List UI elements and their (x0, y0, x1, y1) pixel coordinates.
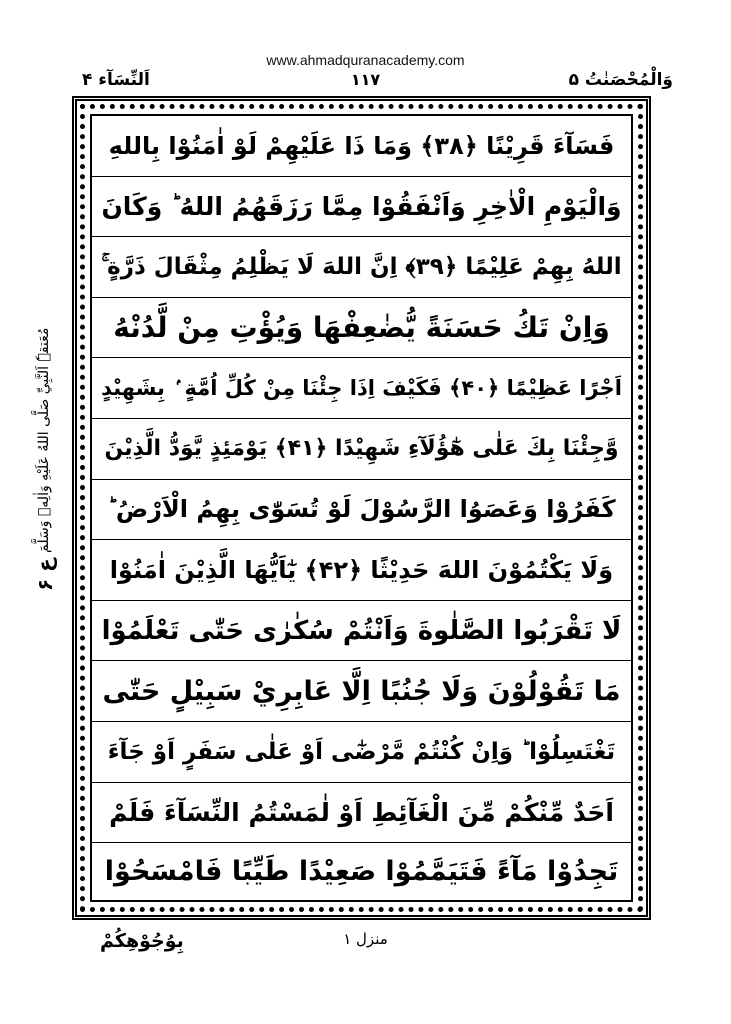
verse-line-3: اللهُ بِهِمْ عَلِيْمًا ﴿۳۹﴾ اِنَّ اللهَ لَا يَظْلِمُ مِثْقَالَ ذَرَّةٍ ۚ (92, 237, 631, 298)
verse-line-7: كَفَرُوْا وَعَصَوُا الرَّسُوْلَ لَوْ تُسَوّٰى بِهِمُ الْاَرْضُ ؕ (92, 480, 631, 541)
verse-line-13: تَجِدُوْا مَآءً فَتَيَمَّمُوْا صَعِيْدًا طَيِّبًا فَامْسَحُوْا (104, 856, 619, 888)
text-frame (90, 114, 633, 902)
juz-name: وَالْمُحْصَنٰتُ ۵ (568, 70, 673, 90)
verse-line-6: وَّجِئْنَا بِكَ عَلٰى هٰٓؤُلَآءِ شَهِيْدًا ﴿۴۱﴾ يَوْمَئِذٍ يَّوَدُّ الَّذِيْنَ (92, 419, 631, 480)
verse-line-11: تَغْتَسِلُوْا ؕ وَاِنْ كُنْتُمْ مَّرْضٰٓى اَوْ عَلٰى سَفَرٍ اَوْ جَآءَ (92, 722, 631, 783)
ruku-mark: ع ۶ (33, 558, 57, 592)
manzil-label: منزل ۱ (343, 930, 388, 948)
verse-line-12: اَحَدٌ مِّنْكُمْ مِّنَ الْغَآئِطِ اَوْ لٰمَسْتُمُ النِّسَآءَ فَلَمْ (92, 783, 631, 844)
verse-line-5: اَجْرًا عَظِيْمًا ﴿۴۰﴾ فَكَيْفَ اِذَا جِئْنَا مِنْ كُلِّ اُمَّةٍ ۢ بِشَهِيْدٍ (92, 358, 631, 419)
website-url[interactable]: www.ahmadquranacademy.com (266, 52, 465, 68)
verse-line-8: وَلَا يَكْتُمُوْنَ اللهَ حَدِيْثًا ﴿۴۲﴾ يٰٓاَيُّهَا الَّذِيْنَ اٰمَنُوْا (92, 540, 631, 601)
verse-line-10: مَا تَقُوْلُوْنَ وَلَا جُنُبًا اِلَّا عَابِرِيْ سَبِيْلٍ حَتّٰى (92, 661, 631, 722)
verse-line-9: لَا تَقْرَبُوا الصَّلٰوةَ وَاَنْتُمْ سُكٰرٰى حَتّٰى تَعْلَمُوْا (92, 601, 631, 662)
surah-name: اَلنِّسَآء ۴ (82, 70, 150, 90)
page-number: ۱۱۷ (350, 70, 381, 89)
verse-line-1: فَسَآءَ قَرِيْنًا ﴿۳۸﴾ وَمَا ذَا عَلَيْهِمْ لَوْ اٰمَنُوْا بِاللهِ (92, 116, 631, 177)
margin-note: مُعَتقہٗ اَلنَّبِيِّ صَلَّی اللهُ عَلَيْهِ وَاٰلِهٖ وَسَلَّمَ (36, 327, 52, 553)
catchword: بِوُجُوْهِكُمْ (100, 930, 184, 952)
verse-line-2: وَالْيَوْمِ الْاٰخِرِ وَاَنْفَقُوْا مِمَّا رَزَقَهُمُ اللهُ ؕ وَكَانَ (92, 177, 631, 238)
verse-lines (92, 116, 631, 900)
verse-line-4: وَاِنْ تَكُ حَسَنَةً يُّضٰعِفْهَا وَيُؤْتِ مِنْ لَّدُنْهُ (92, 298, 631, 359)
